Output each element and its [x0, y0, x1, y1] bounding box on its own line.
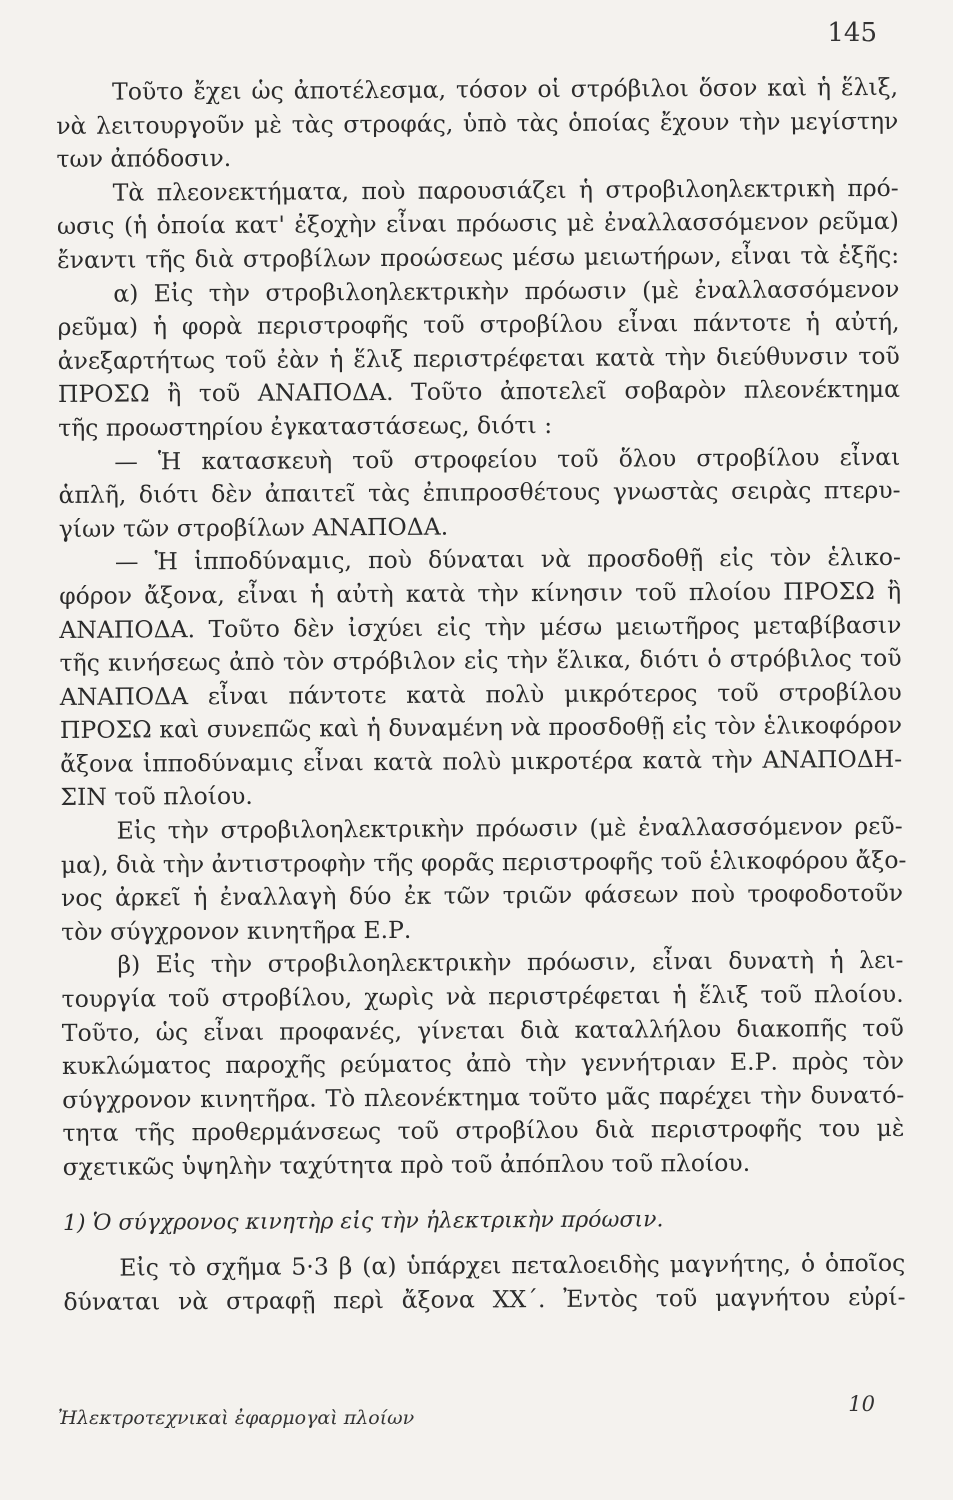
body-text	[56, 71, 906, 1319]
footer-book-title: Ἠλεκτροτεχνικαὶ ἐφαρμογαὶ πλοίων	[58, 1407, 415, 1429]
text-line: Εἰς τὴν στροβιλοηλεκτρικὴν πρόωσιν (μὲ ἐναλλασσόμενον ρεῦ-	[116, 811, 903, 845]
text-line: ἔναντι τῆς διὰ στροβίλων προώσεως μέσω μειωτήρων, εἶναι τὰ ἑξῆς:	[57, 240, 900, 274]
text-line: Τοῦτο ἔχει ὡς ἀποτέλεσμα, τόσον οἱ στρόβιλοι ὅσον καὶ ἡ ἕλιξ,	[112, 72, 899, 106]
text-line: ΣΙΝ τοῦ πλοίου.	[60, 782, 253, 812]
text-line: Τὰ πλεονεκτήματα, ποὺ παρουσιάζει ἡ στροβιλοηλεκτρικὴ πρό-	[112, 173, 899, 207]
text-line: ρεῦμα) ἡ φορὰ περιστροφῆς τοῦ στροβίλου εἶναι πάντοτε ἡ αὐτή,	[57, 308, 900, 342]
text-line: σχετικῶς ὑψηλὴν ταχύτητα πρὸ τοῦ ἀπόπλου τοῦ πλοίου.	[62, 1148, 751, 1181]
text-line: ωσις (ἡ ὁποία κατ' ἐξοχὴν εἶναι πρόωσις μὲ ἐναλλασσόμενον ρεῦμα)	[56, 207, 899, 241]
text-line: ΠΡΟΣΩ ἢ τοῦ ΑΝΑΠΟΔΑ. Τοῦτο ἀποτελεῖ σοβαρὸν πλεονέκτημα	[57, 375, 901, 409]
text-line: Τοῦτο, ὡς εἶναι προφανές, γίνεται διὰ καταλλήλου διακοπῆς τοῦ	[61, 1013, 904, 1047]
text-line: φόρον ἄξονα, εἶναι ἡ αὐτὴ κατὰ τὴν κίνησιν τοῦ πλοίου ΠΡΟΣΩ ἢ	[59, 576, 902, 610]
text-line: γίων τῶν στροβίλων ΑΝΑΠΟΔΑ.	[58, 512, 449, 543]
text-line: — Ἡ κατασκευὴ τοῦ στροφείου τοῦ ὅλου στροβίλου εἶναι	[114, 442, 901, 476]
text-line: τῆς προωστηρίου ἐγκαταστάσεως, διότι :	[58, 410, 553, 442]
text-line: τὸν σύγχρονον κινητῆρα Ε.Ρ.	[61, 915, 412, 946]
text-line: νος ἀρκεῖ ἡ ἐναλλαγὴ δύο ἐκ τῶν τριῶν φάσεων ποὺ τροφοδοτοῦν	[60, 879, 904, 913]
text-line: τῆς κινήσεως ἀπὸ τὸν στρόβιλον εἰς τὴν ἕλικα, διότι ὁ στρόβιλος τοῦ	[59, 643, 902, 678]
text-line: τουργία τοῦ στροβίλου, χωρὶς νὰ περιστρέφεται ἡ ἕλιξ τοῦ πλοίου.	[61, 979, 904, 1014]
text-line: ἀνεξαρτήτως τοῦ ἐὰν ἡ ἕλιξ περιστρέφεται κατὰ τὴν διεύθυνσιν τοῦ	[57, 341, 900, 375]
text-line: ΑΝΑΠΟΔΑ. Τοῦτο δὲν ἰσχύει εἰς τὴν μέσω μειωτῆρος μεταβίβασιν	[59, 610, 902, 644]
text-line: μα), διὰ τὴν ἀντιστροφὴν τῆς φορᾶς περιστροφῆς τοῦ ἑλικοφόρου ἄξο-	[60, 845, 907, 879]
text-line: ἁπλῆ, διότι δὲν ἀπαιτεῖ τὰς ἐπιπροσθέτους γνωστὰς σειρὰς πτερυ-	[58, 475, 901, 510]
text-line: σύγχρονον κινητῆρα. Τὸ πλεονέκτημα τοῦτο μᾶς παρέχει τὴν δυνατό-	[62, 1080, 905, 1114]
text-line: τητα τῆς προθερμάνσεως τοῦ στροβίλου διὰ περιστροφῆς του μὲ	[62, 1114, 905, 1148]
text-line: ΠΡΟΣΩ καὶ συνεπῶς καὶ ἡ δυναμένη νὰ προσδοθῇ εἰς τὸν ἑλικοφόρον	[59, 711, 903, 745]
text-line: των ἀπόδοσιν.	[56, 144, 232, 174]
text-line: Εἰς τὸ σχῆμα 5·3 β (α) ὑπάρχει πεταλοειδὴς μαγνήτης, ὁ ὁποῖος	[119, 1249, 906, 1282]
section-heading: 1) Ὁ σύγχρονος κινητὴρ εἰς τὴν ἠλεκτρικὴν πρόωσιν.	[62, 1206, 664, 1236]
text-line: α) Εἰς τὴν στροβιλοηλεκτρικὴν πρόωσιν (μὲ ἐναλλασσόμενον	[113, 274, 900, 308]
page-number: 145	[827, 18, 877, 48]
text-line: δύναται νὰ στραφῇ περὶ ἄξονα ΧΧ΄. Ἐντὸς τοῦ μαγνήτου εὐρί-	[63, 1282, 906, 1316]
text-line: β) Εἰς τὴν στροβιλοηλεκτρικὴν πρόωσιν, εἶναι δυνατὴ ἡ λει-	[117, 946, 904, 980]
text-line: — Ἡ ἱπποδύναμις, ποὺ δύναται νὰ προσδοθῇ εἰς τὸν ἑλικο-	[114, 543, 902, 576]
text-line: ΑΝΑΠΟΔΑ εἶναι πάντοτε κατὰ πολὺ μικρότερος τοῦ στροβίλου	[59, 677, 902, 711]
text-line: κυκλώματος παροχῆς ρεύματος ἀπὸ τὴν γεννήτριαν Ε.Ρ. πρὸς τὸν	[61, 1047, 905, 1081]
text-line: ἄξονα ἱπποδύναμις εἶναι κατὰ πολὺ μικροτέρα κατὰ τὴν ΑΝΑΠΟΔΗ-	[60, 744, 903, 778]
footer-signature-mark: 10	[848, 1392, 875, 1416]
text-line: νὰ λειτουργοῦν μὲ τὰς στροφάς, ὑπὸ τὰς ὁποίας ἔχουν τὴν μεγίστην	[56, 106, 899, 140]
